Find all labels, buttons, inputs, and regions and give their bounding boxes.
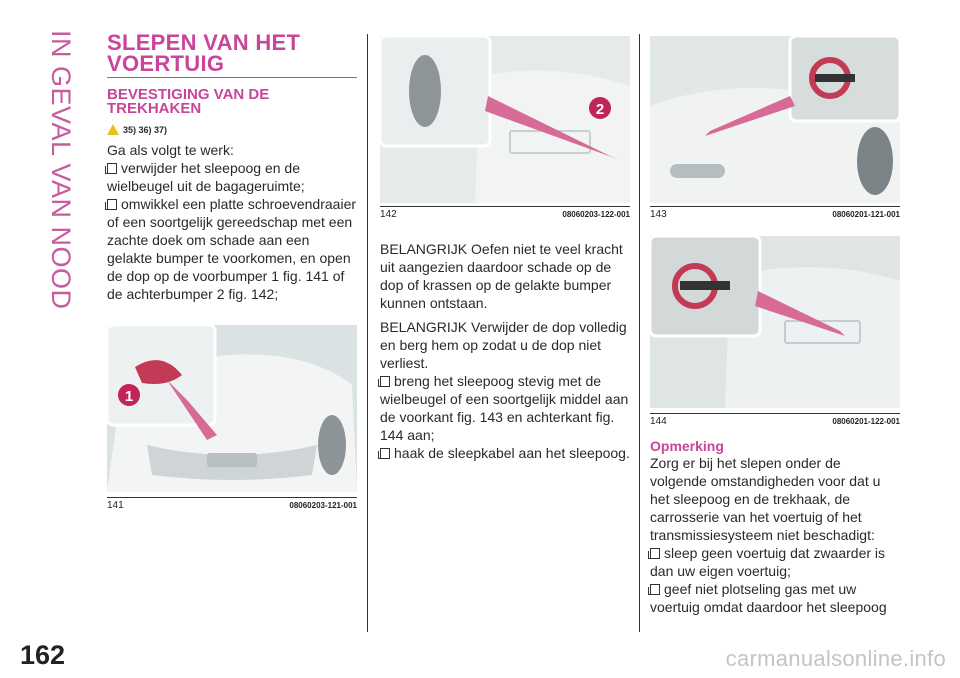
figure-caption: 142 08060203-122-001 — [380, 209, 630, 220]
section-label: IN GEVAL VAN NOOD — [46, 30, 76, 310]
intro-text: Ga als volgt te werk: — [107, 142, 234, 158]
warning-icon — [107, 124, 119, 135]
column-divider — [367, 34, 368, 632]
important-note: BELANGRIJK Verwijder de dop volledig en berg hem op zodat u de dop niet verliest. — [380, 319, 627, 371]
figure-143-image — [650, 36, 900, 203]
figure-caption: 143 08060201-121-001 — [650, 209, 900, 220]
column-3 — [650, 438, 900, 616]
remark-heading: Opmerking — [650, 438, 724, 454]
checkbox-bullet-icon — [650, 548, 660, 559]
watermark: carmanualsonline.info — [725, 646, 946, 671]
column-1 — [107, 32, 357, 303]
page-title: SLEPEN VAN HET VOERTUIG — [107, 30, 301, 76]
section-subtitle: BEVESTIGING VAN DE TREKHAKEN — [107, 86, 270, 117]
column-2 — [380, 240, 630, 462]
checkbox-bullet-icon — [650, 584, 660, 595]
list-item: geef niet plotseling gas met uw voertuig omdat daardoor het sleepoog — [650, 581, 887, 615]
checkbox-bullet-icon — [107, 199, 117, 210]
column-divider — [639, 34, 640, 632]
figure-rule — [650, 206, 900, 207]
figure-marker: 1 — [124, 388, 134, 405]
checkbox-bullet-icon — [107, 163, 117, 174]
figure-caption: 144 08060201-122-001 — [650, 416, 900, 427]
page-number: 162 — [20, 640, 66, 670]
figure-rule — [650, 413, 900, 414]
figure-141-image — [107, 325, 357, 492]
figure-rule — [107, 497, 357, 498]
title-rule — [107, 77, 357, 78]
figure-rule — [380, 206, 630, 207]
list-item: sleep geen voertuig dat zwaarder is dan uw eigen voertuig; — [650, 545, 886, 579]
list-item: breng het sleepoog stevig met de wielbeugel of een soortgelijk middel aan de voorkant fig. 143 en achterkant fig. 144 aan; — [380, 373, 629, 443]
checkbox-bullet-icon — [380, 448, 390, 459]
warning-refs: 35) 36) 37) — [107, 124, 357, 135]
checkbox-bullet-icon — [380, 376, 390, 387]
remark-text: Zorg er bij het slepen onder de volgende omstandigheden voor dat u het sleepoog en de trekhaak, de carrosserie van het voertuig of het transmissiesysteem niet beschadigt: — [650, 455, 881, 543]
list-item: omwikkel een platte schroevendraaier of een soortgelijk gereedschap met een zachte doek om schade aan een gelakte bumper te voorkomen, en open de dop op de voorbumper 1 fig. 141 of de achterbumper 2 fig. 142; — [107, 196, 357, 302]
figure-144-image — [650, 236, 900, 408]
list-item: haak de sleepkabel aan het sleepoog. — [380, 444, 630, 462]
figure-142-image — [380, 36, 630, 203]
list-item: verwijder het sleepoog en de wielbeugel uit de bagageruimte; — [107, 160, 305, 194]
important-note: BELANGRIJK Oefen niet te veel kracht uit aangezien daardoor schade op de dop of krassen op de gelakte bumper kunnen ontstaan. — [380, 241, 623, 311]
figure-marker: 2 — [595, 101, 605, 118]
figure-caption: 141 08060203-121-001 — [107, 500, 357, 511]
